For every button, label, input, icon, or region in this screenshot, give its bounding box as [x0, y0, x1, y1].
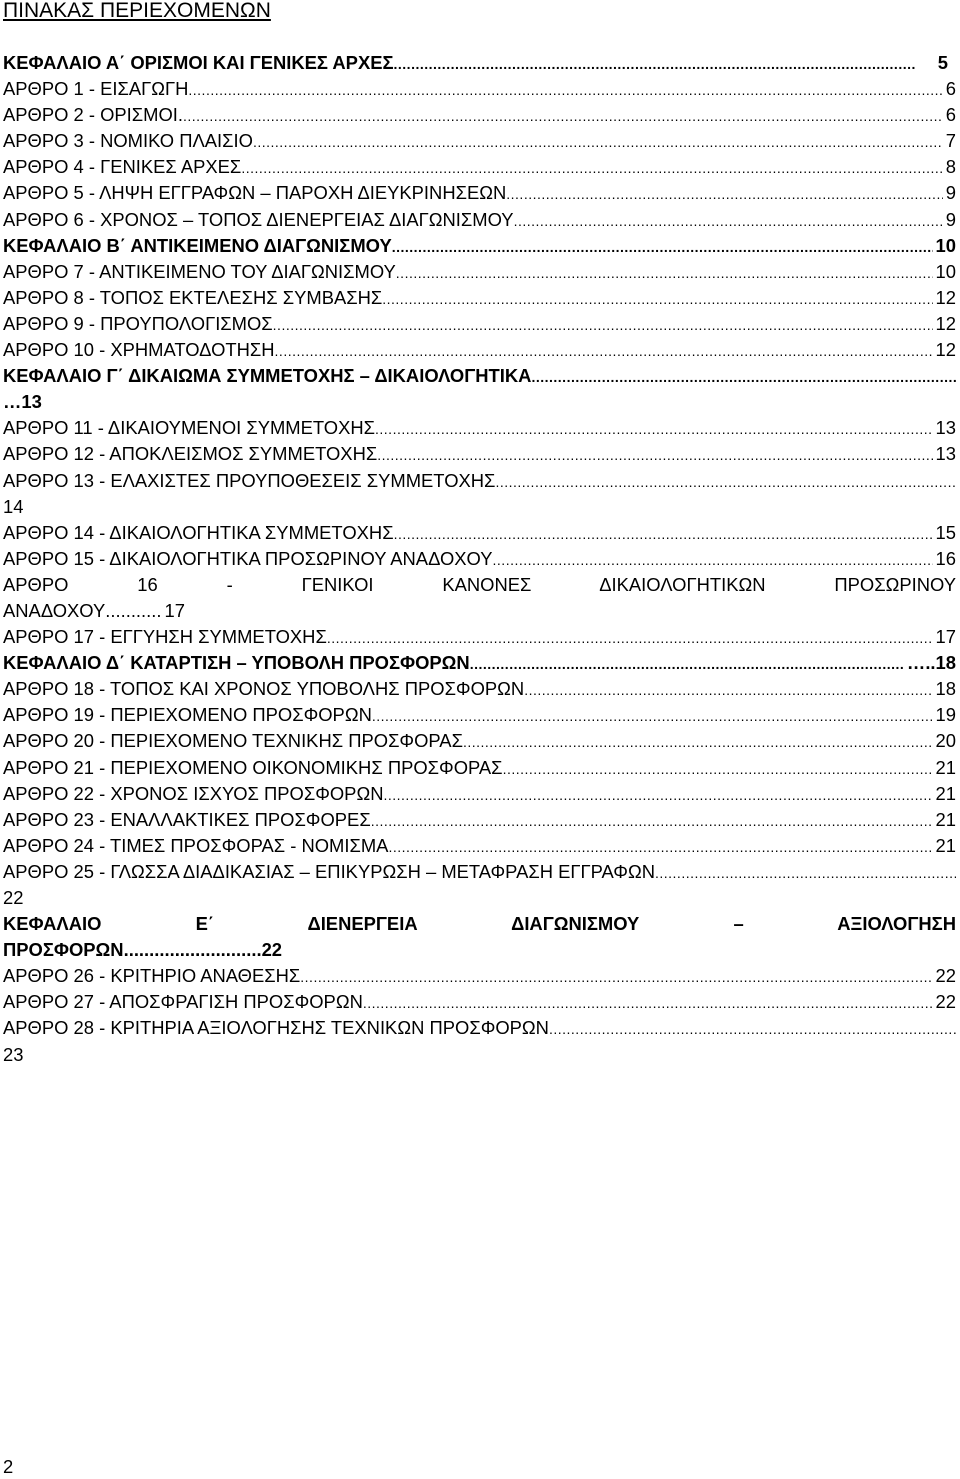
- toc-article-entry[interactable]: [3, 102, 956, 128]
- entry-page: 6: [945, 104, 956, 126]
- toc-article-entry[interactable]: [3, 963, 956, 989]
- toc-article-entry[interactable]: [3, 337, 956, 363]
- entry-text: ΚΕΦΑΛΑΙΟ Δ΄ ΚΑΤΑΡΤΙΣΗ – ΥΠΟΒΟΛΗ ΠΡΟΣΦΟΡΩΝ: [3, 652, 470, 674]
- entry-page: 5: [937, 52, 948, 73]
- dot-leader: [506, 180, 943, 206]
- entry-page: 13: [935, 417, 956, 439]
- dot-leader: [275, 337, 933, 363]
- entry-text: ΑΡΘΡΟ 15 - ΔΙΚΑΙΟΛΟΓΗΤΙΚΑ ΠΡΟΣΩΡΙΝΟΥ ΑΝΑΔΟΧΟΥ: [3, 547, 493, 569]
- entry-page: 17: [935, 626, 956, 648]
- entry-page: 10: [935, 234, 956, 256]
- entry-text: ΑΡΘΡΟ 3 - ΝΟΜΙΚΟ ΠΛΑΙΣΙΟ: [3, 130, 253, 152]
- entry-page: 12: [935, 312, 956, 334]
- toc-article-entry[interactable]: [3, 76, 956, 102]
- dot-leader: [394, 50, 916, 76]
- dot-leader: [524, 676, 932, 702]
- entry-text: ΑΡΘΡΟ 25 - ΓΛΩΣΣΑ ΔΙΑΔΙΚΑΣΙΑΣ – ΕΠΙΚΥΡΩΣΗ – ΜΕΤΑΦΡΑΣΗ ΕΓΓΡΑΦΩΝ: [3, 860, 655, 882]
- entry-page: 6: [945, 78, 956, 100]
- entry-page: 21: [935, 756, 956, 778]
- toc-article-entry[interactable]: [3, 415, 956, 441]
- entry-text: ΚΕΦΑΛΑΙΟ Ε΄ ΔΙΕΝΕΡΓΕΙΑ ΔΙΑΓΩΝΙΣΜΟΥ – ΑΞΙΟΛΟΓΗΣΗ: [3, 913, 956, 935]
- toc-article-entry[interactable]: [3, 807, 956, 833]
- toc-article-entry[interactable]: [3, 441, 956, 467]
- entry-page: 22: [3, 887, 24, 908]
- toc-article-entry[interactable]: [3, 833, 956, 859]
- toc-chapter-entry[interactable]: [3, 233, 956, 259]
- entry-text: ΑΡΘΡΟ 27 - ΑΠΟΣΦΡΑΓΙΣΗ ΠΡΟΣΦΟΡΩΝ: [3, 991, 363, 1013]
- entry-text-continued: ΠΡΟΣΦΟΡΩΝ: [3, 939, 124, 961]
- toc-article-entry[interactable]: [3, 624, 956, 650]
- entry-page: 21: [935, 782, 956, 804]
- entry-text: ΑΡΘΡΟ 26 - ΚΡΙΤΗΡΙΟ ΑΝΑΘΕΣΗΣ: [3, 965, 301, 987]
- entry-text: ΑΡΘΡΟ 2 - ΟΡΙΣΜΟΙ.: [3, 104, 183, 126]
- entry-page: 10: [935, 260, 956, 282]
- page-number: 2: [3, 1456, 14, 1477]
- toc-article-entry[interactable]: [3, 180, 956, 206]
- dot-leader: [377, 441, 932, 467]
- entry-page: 8: [945, 156, 956, 178]
- entry-text: ΑΡΘΡΟ 24 - ΤΙΜΕΣ ΠΡΟΣΦΟΡΑΣ - ΝΟΜΙΣΜΑ: [3, 834, 389, 856]
- dot-leader: [188, 76, 942, 102]
- dot-leader: [388, 833, 932, 859]
- entry-page-line: [3, 494, 956, 520]
- entry-page-line: [3, 389, 956, 415]
- entry-text: ΑΡΘΡΟ 4 - ΓΕΝΙΚΕΣ ΑΡΧΕΣ: [3, 156, 242, 178]
- toc-article-entry[interactable]: [3, 207, 956, 233]
- entry-text: ΑΡΘΡΟ 12 - ΑΠΟΚΛΕΙΣΜΟΣ ΣΥΜΜΕΤΟΧΗΣ: [3, 443, 378, 465]
- entry-page-line: [3, 885, 956, 911]
- entry-text: ΑΡΘΡΟ 10 - ΧΡΗΜΑΤΟΔΟΤΗΣΗ: [3, 339, 275, 361]
- entry-text: ΚΕΦΑΛΑΙΟ Γ΄ ΔΙΚΑΙΩΜΑ ΣΥΜΜΕΤΟΧΗΣ – ΔΙΚΑΙΟΛΟΓΗΤΙΚΑ: [3, 365, 532, 387]
- table-of-contents: [3, 50, 956, 1068]
- entry-page: 14: [3, 495, 24, 517]
- toc-article-entry[interactable]: [3, 781, 956, 807]
- entry-page: 12: [935, 286, 956, 308]
- entry-text: ΑΡΘΡΟ 16 - ΓΕΝΙΚΟΙ ΚΑΝΟΝΕΣ ΔΙΚΑΙΟΛΟΓΗΤΙΚΩΝ ΠΡΟΣΩΡΙΝΟΥ: [3, 573, 956, 595]
- dot-leader: [549, 1015, 956, 1041]
- entry-text: ΑΡΘΡΟ 17 - ΕΓΓΥΗΣΗ ΣΥΜΜΕΤΟΧΗΣ: [3, 626, 327, 648]
- toc-article-entry[interactable]: [3, 702, 956, 728]
- entry-page: 17: [164, 599, 185, 621]
- entry-text: ΑΡΘΡΟ 14 - ΔΙΚΑΙΟΛΟΓΗΤΙΚΑ ΣΥΜΜΕΤΟΧΗΣ: [3, 521, 394, 543]
- dot-leader: [372, 702, 933, 728]
- entry-text: ΑΡΘΡΟ 9 - ΠΡΟΥΠΟΛΟΓΙΣΜΟΣ: [3, 312, 273, 334]
- toc-article-entry[interactable]: [3, 728, 956, 754]
- dot-leader: [531, 363, 956, 389]
- entry-text: ΑΡΘΡΟ 1 - ΕΙΣΑΓΩΓΗ: [3, 78, 189, 100]
- dot-leader: [392, 233, 933, 259]
- dot-leader: [183, 102, 943, 128]
- toc-article-entry[interactable]: [3, 285, 956, 311]
- entry-text: ΑΡΘΡΟ 7 - ΑΝΤΙΚΕΙΜΕΝΟ ΤΟΥ ΔΙΑΓΩΝΙΣΜΟΥ: [3, 260, 396, 282]
- dot-leader: [470, 650, 904, 676]
- dot-leader: [396, 259, 933, 285]
- entry-text: ΑΡΘΡΟ 11 - ΔΙΚΑΙΟΥΜΕΝΟΙ ΣΥΜΜΕΤΟΧΗΣ: [3, 417, 376, 439]
- entry-text-continued: ΑΝΑΔΟΧΟΥ: [3, 599, 106, 621]
- entry-text: ΑΡΘΡΟ 22 - ΧΡΟΝΟΣ ΙΣΧΥΟΣ ΠΡΟΣΦΟΡΩΝ: [3, 782, 384, 804]
- entry-text: ΑΡΘΡΟ 13 - ΕΛΑΧΙΣΤΕΣ ΠΡΟΥΠΟΘΕΣΕΙΣ ΣΥΜΜΕΤΟΧΗΣ: [3, 469, 496, 491]
- toc-chapter-entry[interactable]: [3, 50, 956, 76]
- dot-leader: [371, 807, 933, 833]
- dot-leader: [300, 963, 932, 989]
- dot-leader: [655, 859, 956, 885]
- toc-article-entry-continued[interactable]: [3, 598, 956, 624]
- entry-page: 21: [935, 834, 956, 856]
- entry-text: ΑΡΘΡΟ 28 - ΚΡΙΤΗΡΙΑ ΑΞΙΟΛΟΓΗΣΗΣ ΤΕΧΝΙΚΩΝ ΠΡΟΣΦΟΡΩΝ: [3, 1017, 549, 1039]
- entry-text: ΑΡΘΡΟ 8 - ΤΟΠΟΣ ΕΚΤΕΛΕΣΗΣ ΣΥΜΒΑΣΗΣ: [3, 286, 383, 308]
- dot-leader: [383, 781, 932, 807]
- entry-page: 22: [935, 991, 956, 1013]
- toc-article-entry[interactable]: [3, 468, 956, 494]
- entry-text: ΑΡΘΡΟ 19 - ΠΕΡΙΕΧΟΜΕΝΟ ΠΡΟΣΦΟΡΩΝ: [3, 704, 372, 726]
- dot-leader: [273, 311, 933, 337]
- dot-leader: [514, 207, 943, 233]
- entry-page: …..18: [906, 652, 956, 674]
- toc-article-entry[interactable]: [3, 572, 956, 598]
- entry-page: 22: [935, 965, 956, 987]
- entry-page: 18: [935, 678, 956, 700]
- toc-article-entry[interactable]: [3, 311, 956, 337]
- entry-text: ΑΡΘΡΟ 20 - ΠΕΡΙΕΧΟΜΕΝΟ ΤΕΧΝΙΚΗΣ ΠΡΟΣΦΟΡΑΣ: [3, 730, 463, 752]
- dot-leader: [375, 415, 933, 441]
- entry-text: ΑΡΘΡΟ 18 - ΤΟΠΟΣ ΚΑΙ ΧΡΟΝΟΣ ΥΠΟΒΟΛΗΣ ΠΡΟΣΦΟΡΩΝ: [3, 678, 525, 700]
- toc-chapter-entry[interactable]: [3, 650, 956, 676]
- entry-page-leader: ...........................: [123, 939, 262, 961]
- dot-leader: [241, 154, 942, 180]
- toc-article-entry[interactable]: [3, 989, 956, 1015]
- dot-leader: [363, 989, 933, 1015]
- entry-text: ΚΕΦΑΛΑΙΟ Α΄ ΟΡΙΣΜΟΙ ΚΑΙ ΓΕΝΙΚΕΣ ΑΡΧΕΣ: [3, 52, 394, 73]
- dot-leader: [382, 285, 932, 311]
- toc-article-entry[interactable]: [3, 154, 956, 180]
- toc-article-entry[interactable]: [3, 520, 956, 546]
- entry-page: 20: [935, 730, 956, 752]
- entry-page: 16: [935, 547, 956, 569]
- dot-leader: [327, 624, 933, 650]
- entry-page: 19: [935, 704, 956, 726]
- entry-page: 22: [261, 939, 283, 961]
- entry-page: 21: [935, 808, 956, 830]
- entry-page: 7: [945, 130, 956, 152]
- toc-chapter-entry[interactable]: [3, 363, 956, 389]
- entry-page-line: [3, 1042, 956, 1068]
- entry-page: 23: [3, 1043, 24, 1065]
- entry-text: ΚΕΦΑΛΑΙΟ Β΄ ΑΝΤΙΚΕΙΜΕΝΟ ΔΙΑΓΩΝΙΣΜΟΥ: [3, 234, 392, 256]
- dot-leader: [253, 128, 943, 154]
- toc-article-entry[interactable]: [3, 546, 956, 572]
- entry-page: 9: [945, 208, 956, 230]
- toc-article-entry[interactable]: [3, 676, 956, 702]
- toc-article-entry[interactable]: [3, 259, 956, 285]
- dot-leader: [503, 755, 933, 781]
- dot-leader: [463, 728, 933, 754]
- toc-article-entry[interactable]: [3, 859, 956, 885]
- toc-title: ΠΙΝΑΚΑΣ ΠΕΡΙΕΧΟΜΕΝΩΝ: [3, 0, 271, 22]
- toc-article-entry[interactable]: [3, 755, 956, 781]
- entry-page: 9: [945, 182, 956, 204]
- dot-leader: [493, 546, 933, 572]
- entry-page-leader: ...........: [105, 599, 162, 621]
- toc-chapter-entry[interactable]: [3, 911, 956, 937]
- dot-leader: [394, 520, 933, 546]
- entry-text: ΑΡΘΡΟ 6 - ΧΡΟΝΟΣ – ΤΟΠΟΣ ΔΙΕΝΕΡΓΕΙΑΣ ΔΙΑΓΩΝΙΣΜΟΥ: [3, 208, 514, 230]
- entry-text: ΑΡΘΡΟ 21 - ΠΕΡΙΕΧΟΜΕΝΟ ΟΙΚΟΝΟΜΙΚΗΣ ΠΡΟΣΦΟΡΑΣ: [3, 756, 503, 778]
- entry-text: ΑΡΘΡΟ 23 - ΕΝΑΛΛΑΚΤΙΚΕΣ ΠΡΟΣΦΟΡΕΣ: [3, 808, 371, 830]
- toc-article-entry[interactable]: [3, 1015, 956, 1041]
- toc-chapter-entry-continued[interactable]: [3, 937, 956, 963]
- dot-leader: [495, 468, 956, 494]
- entry-text: ΑΡΘΡΟ 5 - ΛΗΨΗ ΕΓΓΡΑΦΩΝ – ΠΑΡΟΧΗ ΔΙΕΥΚΡΙΝΗΣΕΩΝ: [3, 182, 507, 204]
- entry-page: 15: [935, 521, 956, 543]
- entry-page: 12: [935, 339, 956, 361]
- toc-article-entry[interactable]: [3, 128, 956, 154]
- entry-page: 13: [935, 443, 956, 465]
- entry-page: …13: [3, 391, 42, 413]
